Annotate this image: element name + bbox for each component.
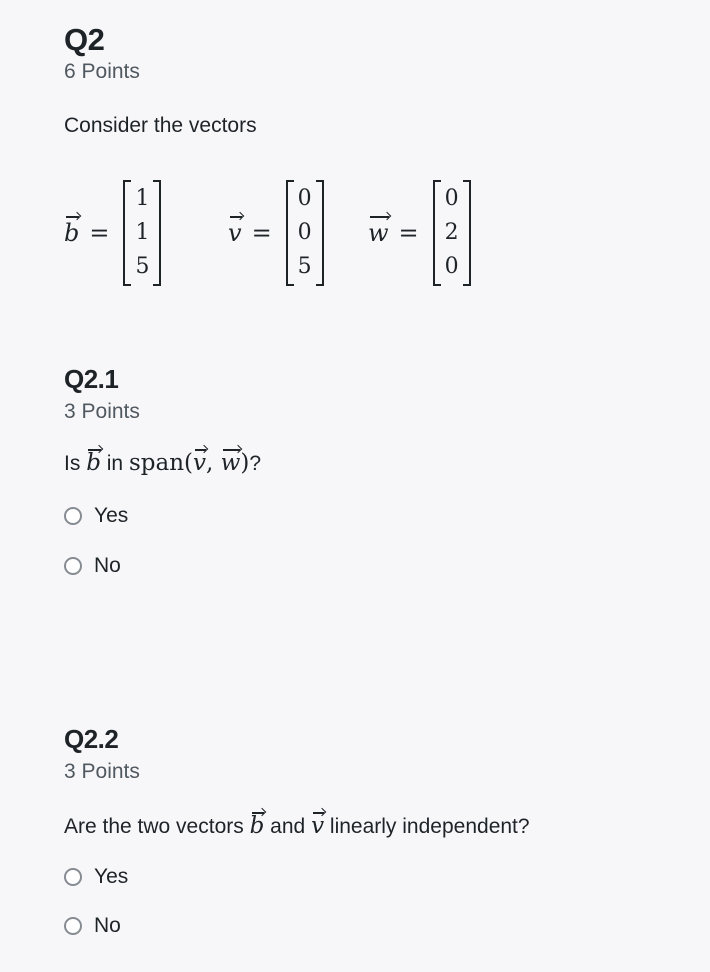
vector-b-entry: 5 (135, 254, 150, 279)
question-title: Q2 (64, 22, 105, 57)
vector-b-entry: 1 (135, 186, 150, 211)
subquestion-2-option-yes[interactable] (64, 866, 128, 887)
option-label: No (94, 554, 121, 577)
span-expression: span(v, w) (128, 450, 250, 476)
subquestion-1-prompt (64, 452, 261, 475)
radio-button[interactable] (64, 917, 82, 935)
span-word: span (128, 450, 185, 476)
prompt-text: and (270, 815, 306, 838)
option-label: Yes (94, 504, 129, 527)
vector-b-symbol: b (249, 813, 265, 839)
option-label: No (94, 914, 121, 937)
vector-v-symbol: v (228, 219, 242, 247)
equals-sign: = (251, 219, 272, 247)
subquestion-2-points: 3 Points (64, 760, 140, 783)
question-points: 6 Points (64, 60, 140, 83)
vector-b-definition (64, 178, 161, 288)
vector-w-symbol: w (368, 219, 389, 247)
vector-w-symbol: w (220, 450, 241, 476)
subquestion-1-title: Q2.1 (64, 364, 119, 394)
vector-w-entry: 0 (444, 186, 459, 211)
vector-v-entry: 5 (297, 254, 312, 279)
radio-button[interactable] (64, 507, 82, 525)
subquestion-2-title: Q2.2 (64, 724, 119, 754)
vector-v-definition (228, 178, 324, 288)
vector-b-symbol: b (64, 219, 80, 247)
vector-v-symbol: v (193, 450, 207, 476)
prompt-text: linearly independent? (329, 815, 530, 838)
subquestion-1-option-yes[interactable] (64, 505, 128, 526)
radio-button[interactable] (64, 868, 82, 886)
prompt-text: Are the two vectors (64, 815, 244, 838)
equals-sign: = (398, 219, 419, 247)
subquestion-1-points: 3 Points (64, 400, 140, 423)
vector-b-entry: 1 (135, 220, 150, 245)
vector-v-entry: 0 (297, 220, 312, 245)
vector-v-entry: 0 (297, 186, 312, 211)
vector-b-matrix (123, 180, 161, 286)
prompt-text: ? (249, 452, 261, 475)
vector-b-symbol: b (86, 450, 101, 476)
radio-button[interactable] (64, 557, 82, 575)
vector-w-definition (368, 178, 471, 288)
subquestion-2-prompt (64, 815, 530, 838)
vector-w-entry: 2 (444, 220, 459, 245)
prompt-text: Is (64, 452, 81, 475)
vector-v-matrix (286, 180, 324, 286)
option-label: Yes (94, 865, 129, 888)
prompt-text: in (106, 452, 124, 475)
vector-w-matrix (433, 180, 471, 286)
vector-v-symbol: v (311, 813, 325, 839)
subquestion-1-option-no[interactable] (64, 555, 121, 576)
subquestion-2-option-no[interactable] (64, 915, 121, 936)
equals-sign: = (89, 219, 110, 247)
vector-w-entry: 0 (444, 254, 459, 279)
question-prompt: Consider the vectors (64, 114, 257, 137)
